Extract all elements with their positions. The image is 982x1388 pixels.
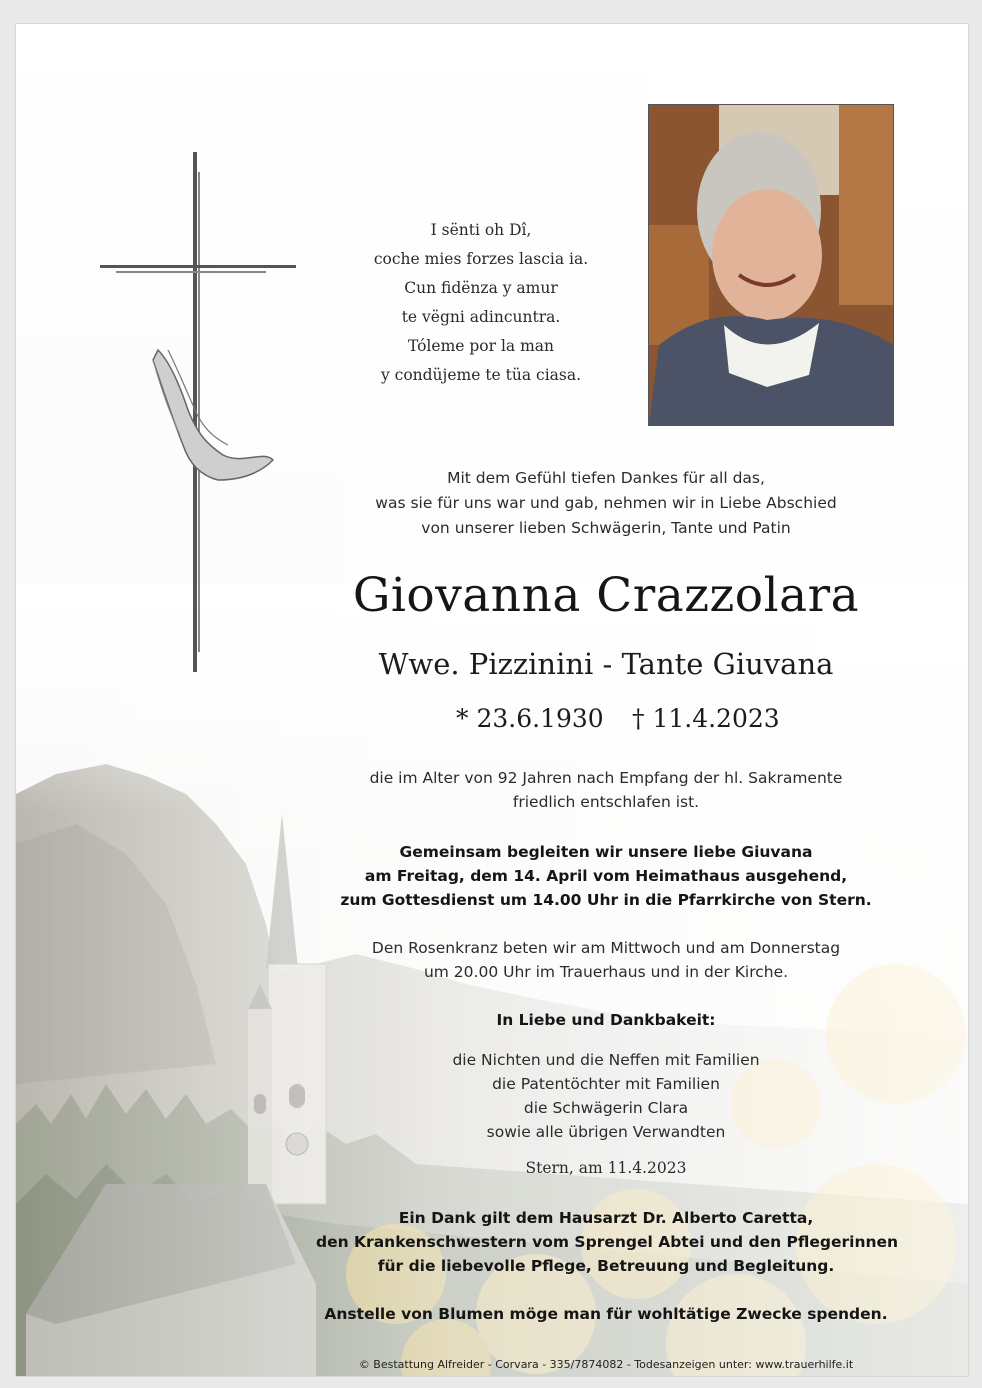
mourner-line: sowie alle übrigen Verwandten xyxy=(486,1123,726,1141)
death-date: † 11.4.2023 xyxy=(632,704,780,733)
rosary-line: Den Rosenkranz beten wir am Mittwoch und am Donnerstag xyxy=(371,939,841,957)
funeral-announcement xyxy=(316,840,896,912)
thanks-text xyxy=(316,1206,899,1278)
rosary-text xyxy=(316,936,896,984)
donation-text: Anstelle von Blumen möge man für wohltätige Zwecke spenden. xyxy=(324,1305,888,1323)
obituary-card xyxy=(16,24,968,1376)
birth-date: * 23.6.1930 xyxy=(456,704,604,733)
deceased-subtitle: Wwe. Pizzinini - Tante Giuvana xyxy=(378,647,834,681)
intro-text xyxy=(326,466,886,541)
mourner-line: die Schwägerin Clara xyxy=(523,1099,689,1117)
intro-line: von unserer lieben Schwägerin, Tante und Patin xyxy=(421,519,791,537)
funeral-line: am Freitag, dem 14. April vom Heimathaus ausgehend, xyxy=(364,867,848,885)
passing-line: friedlich entschlafen ist. xyxy=(512,793,700,811)
poem-line: Tóleme por la man xyxy=(407,337,555,355)
mourners xyxy=(316,1008,896,1180)
thanks-line: Ein Dank gilt dem Hausarzt Dr. Alberto Caretta, xyxy=(398,1209,814,1227)
intro-line: was sie für uns war und gab, nehmen wir in Liebe Abschied xyxy=(375,494,837,512)
passing-line: die im Alter von 92 Jahren nach Empfang der hl. Sakramente xyxy=(369,769,843,787)
mourner-line: die Nichten und die Neffen mit Familien xyxy=(452,1051,760,1069)
place-date: Stern, am 11.4.2023 xyxy=(525,1159,687,1177)
portrait-photo xyxy=(648,104,894,426)
mourners-heading: In Liebe und Dankbakeit: xyxy=(496,1011,716,1029)
rosary-line: um 20.00 Uhr im Trauerhaus und in der Kirche. xyxy=(423,963,789,981)
thanks-line: den Krankenschwestern vom Sprengel Abtei und den Pflegerinnen xyxy=(316,1233,899,1251)
poem xyxy=(356,216,606,390)
life-dates xyxy=(436,704,836,744)
poem-line: te vëgni adincuntra. xyxy=(401,308,561,326)
poem-line: coche mies forzes lascia ia. xyxy=(373,250,589,268)
thanks-line: für die liebevolle Pflege, Betreuung und Begleitung. xyxy=(377,1257,835,1275)
funeral-line: zum Gottesdienst um 14.00 Uhr in die Pfarrkirche von Stern. xyxy=(340,891,872,909)
deceased-name: Giovanna Crazzolara xyxy=(352,568,860,623)
mourner-line: die Patentöchter mit Familien xyxy=(492,1075,720,1093)
cross-with-praying-hands-icon xyxy=(96,150,296,675)
funeral-line: Gemeinsam begleiten wir unsere liebe Giuvana xyxy=(399,843,813,861)
poem-line: Cun fidënza y amur xyxy=(404,279,558,297)
poem-line: y condüjeme te tüa ciasa. xyxy=(380,366,582,384)
poem-line: I sënti oh Dî, xyxy=(430,221,532,239)
passing-text xyxy=(316,766,896,814)
footer-credit: © Bestattung Alfreider - Corvara - 335/7874082 - Todesanzeigen unter: www.trauerhilfe.it xyxy=(358,1358,854,1371)
intro-line: Mit dem Gefühl tiefen Dankes für all das, xyxy=(447,469,765,487)
